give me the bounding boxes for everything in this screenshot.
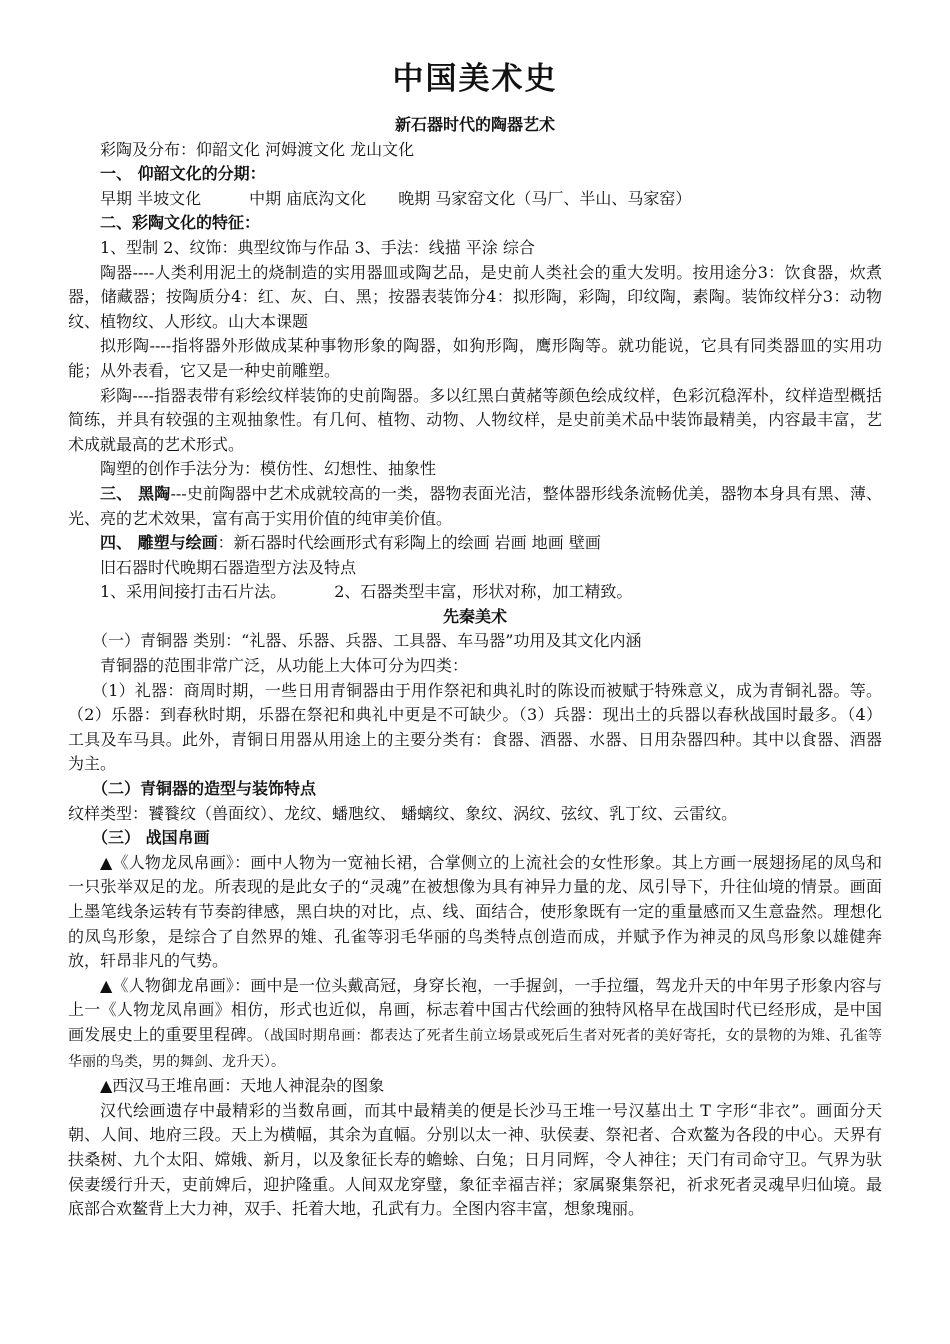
yangshao-periods	[68, 187, 882, 212]
paleolithic-feature-1: 1、采用间接打击石片法。	[100, 582, 287, 602]
painted-pottery-paragraph: 彩陶----指器表带有彩绘纹样装饰的史前陶器。多以红黑白黄赭等颜色绘成纹样，色彩沉稳浑朴，纹样造型概括简练，并具有较强的主观抽象性。有几何、植物、动物、人物纹样，是史前美术品中装饰最精美，内容最丰富，艺术成就最高的艺术形式。	[68, 385, 882, 454]
sculpture-painting-line	[68, 531, 882, 556]
mid-culture: 庙底沟文化	[286, 188, 367, 208]
riding-dragon-text: ▲《人物御龙帛画》：画中是一位头戴高冠，身穿长袍，一手握剑，一手拉缰，驾龙升天的中年男子形象内容与上一《人物龙凤帛画》相仿，形式也近似，帛画，标志着中国古代绘画的独特风格早在战国时代已经形成，是中国画发展史上的重要里程碑。	[68, 975, 882, 1044]
subheading-black-pottery: 三、 黑陶	[100, 483, 171, 503]
section-heading-preqin: 先秦美术	[442, 606, 507, 626]
bronze-range: 青铜器的范围非常广泛，从功能上大体可分为四类：	[100, 656, 469, 676]
page-title: 中国美术史	[392, 61, 558, 97]
paleolithic-line: 旧石器时代晚期石器造型方法及特点	[100, 557, 357, 577]
subheading-silk-painting: （三） 战国帛画	[92, 828, 210, 848]
bronze-types-paragraph: （1）礼器：商周时期，一些日用青铜器由于用作祭祀和典礼时的陈设而被赋于特殊意义，成为青铜礼器。等。（2）乐器：到春秋时期，乐器在祭祀和典礼中更是不可缺少。（3）兵器：现出土的兵器以春秋战国时最多。（4）工具及车马具。此外，青铜日用器从用途上的主要分类有：食器、酒器、水器、日用杂器四种。其中以食器、酒器为主。	[68, 680, 882, 774]
late-label: 晚期	[398, 188, 431, 208]
paleolithic-feature-2: 2、石器类型丰富，形状对称，加工精致。	[334, 582, 633, 602]
mawangdui-title: ▲西汉马王堆帛画：天地人神混杂的图象	[100, 1076, 385, 1096]
paleolithic-features	[68, 580, 882, 605]
subheading-yangshao: 一、 仰韶文化的分期：	[100, 164, 266, 184]
black-pottery-paragraph	[68, 482, 882, 531]
section-heading-neolithic: 新石器时代的陶器艺术	[394, 115, 555, 134]
dragon-phoenix-paragraph: ▲《人物龙凤帛画》：画中人物为一宽袖长裙，合掌侧立的上流社会的女性形象。其上方画一展翅扬尾的凤鸟和一只张举双足的龙。所表现的是此女子的“灵魂”在被想像为具有神异力量的龙、凤引导下，升往仙境的情景。画面上墨笔线条运转有节奏韵律感，黑白块的对比，点、线、面结合，使形象既有一定的重量感而又生意盎然。理想化的凤鸟形象，是综合了自然界的雉、孔雀等羽毛华丽的鸟类特点创造而成，并赋予作为神灵的凤鸟形象以雄健奔放，轩昂非凡的气势。	[68, 852, 882, 971]
early-culture: 半坡文化	[137, 188, 202, 208]
black-pottery-text: ---史前陶器中艺术成就较高的一类，器物表面光洁，整体器形线条流畅优美，器物本身具有黑、薄、光、亮的艺术效果，富有高于实用价值的纯审美价值。	[68, 483, 882, 528]
mid-label: 中期	[249, 188, 282, 208]
late-culture: 马家窑文化（马厂、半山、马家窑）	[435, 188, 692, 208]
distribution-line: 彩陶及分布：仰韶文化 河姆渡文化 龙山文化	[100, 139, 415, 159]
riding-dragon-note: （战国时期帛画：都表达了死者生前立场景或死后生者对死者的美好寄托，女的景物的为雉、孔雀等华丽的鸟类，男的舞剑、龙升天）。	[68, 1027, 882, 1070]
imitative-pottery-paragraph: 拟形陶----指将器外形做成某种事物形象的陶器，如狗形陶，鹰形陶等。就功能说，它具有同类器皿的实用功能；从外表看，它又是一种史前雕塑。	[68, 336, 882, 380]
riding-dragon-paragraph	[68, 974, 882, 1074]
subheading-sculpture: 四、 雕塑与绘画	[100, 533, 218, 553]
pottery-paragraph: 陶器----人类利用泥土的烧制造的实用器皿或陶艺品，是史前人类社会的重大发明。按用途分3：饮食器，炊煮器，储藏器；按陶质分4：红、灰、白、黑；按器表装饰分4：拟形陶，彩陶，印纹陶，素陶。装饰纹样分3：动物纹、植物纹、人形纹。山大本课题	[68, 262, 882, 331]
pattern-types: 纹样类型：饕餮纹（兽面纹）、龙纹、蟠虺纹、 蟠螭纹、象纹、涡纹、弦纹、乳丁纹、云雷纹。	[68, 803, 738, 823]
features-line: 1、型制 2、纹饰：典型纹饰与作品 3、手法：线描 平涂 综合	[100, 237, 535, 257]
sculpt-methods-line: 陶塑的创作手法分为：模仿性、幻想性、抽象性	[100, 459, 437, 479]
document-page	[68, 55, 882, 1222]
sculpture-text: ：新石器时代绘画形式有彩陶上的绘画 岩画 地画 壁画	[217, 533, 601, 553]
mawangdui-paragraph: 汉代绘画遗存中最精彩的当数帛画，而其中最精美的便是长沙马王堆一号汉墓出土 T 字形“非衣”。画面分天朝、人间、地府三段。天上为横幅，其余为直幅。分别以太一神、驮侯妻、祭祀者、合欢鳌为各段的中心。天界有扶桑树、九个太阳、嫦娥、新月，以及象征长寿的蟾蜍、白兔；日月同辉，令人神往；天门有司命守卫。气界为驮侯妻缓行升天，吏前婢后，迎护隆重。人间双龙穿璧，象征幸福吉祥；家属聚集祭祀，祈求死者灵魂早归仙境。最底部合欢鳌背上大力神，双手、托着大地，孔武有力。全图内容丰富，想象瑰丽。	[68, 1100, 882, 1219]
bronze-intro: （一）青铜器 类别：“礼器、乐器、兵器、工具器、车马器”功用及其文化内涵	[92, 631, 642, 651]
subheading-bronze-style: （二）青铜器的造型与装饰特点	[92, 779, 317, 799]
subheading-features: 二、彩陶文化的特征：	[100, 213, 261, 233]
early-label: 早期	[100, 188, 133, 208]
